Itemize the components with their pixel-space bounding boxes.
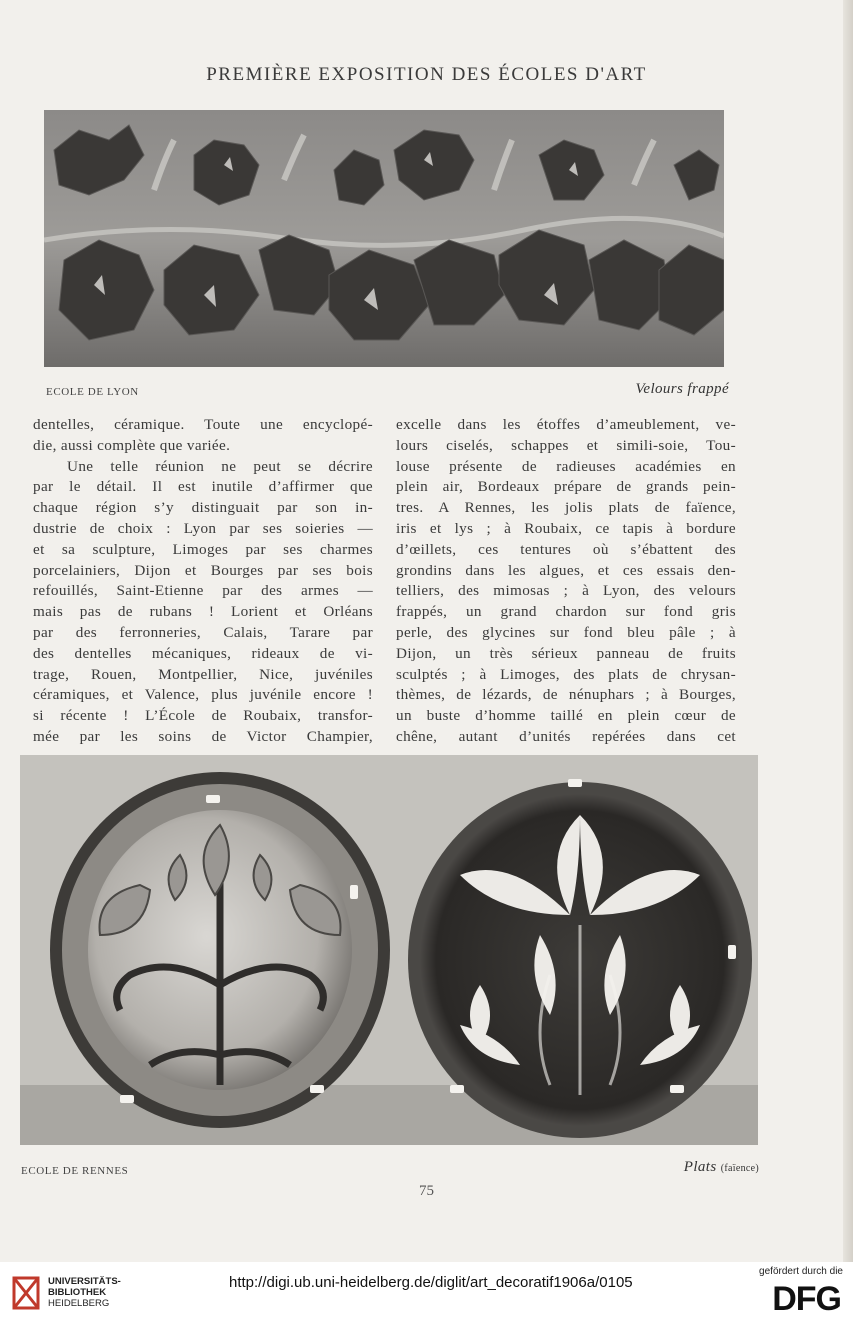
page-number: 75: [419, 1183, 434, 1199]
text-line: grondins dans les algues, et ces essais den-: [396, 561, 736, 579]
text-line: lours ciselés, schappes et simili-soie, Tou-: [396, 436, 736, 454]
text-line: die, aussi complète que variée.: [33, 436, 231, 454]
text-line: trage, Rouen, Montpellier, Nice, juvéniles: [33, 665, 373, 683]
text-line: Une telle réunion ne peut se décrire: [67, 457, 373, 475]
text-line: chaque région s’y distinguait par son in-: [33, 499, 373, 517]
text-line: porcelainiers, Dijon et Bourges par ses bois: [33, 561, 373, 579]
university-library-logo-icon: [10, 1270, 42, 1314]
top-plate-caption-right: Velours frappé: [635, 381, 729, 397]
footer-bar: [0, 1262, 853, 1322]
caption-plats: Plats: [683, 1159, 717, 1175]
running-title: PREMIÈRE EXPOSITION DES ÉCOLES D'ART: [206, 64, 647, 85]
text-line: par le détail. Il est inutile d’affirmer que: [33, 478, 373, 496]
text-line: dustrie de choix : Lyon par ses soieries —: [33, 519, 373, 537]
library-name: [48, 1276, 121, 1309]
text-line: Dijon, un très sérieux panneau de fruits: [396, 644, 736, 662]
text-line: d’œillets, ces tentures où s’ébattent des: [396, 540, 736, 558]
text-line: iris et lys ; à Roubaix, ce tapis à bordure: [396, 519, 736, 537]
permalink-url[interactable]: http://digi.ub.uni-heidelberg.de/diglit/art_decoratif1906a/0105: [229, 1274, 633, 1291]
text-line: si récente ! L’École de Roubaix, transfor-: [33, 707, 373, 725]
sponsor-label: gefördert durch die: [759, 1266, 843, 1277]
text-line: céramiques, et Valence, plus juvénile encore !: [33, 686, 373, 704]
text-line: et sa sculpture, Limoges par ses charmes: [33, 540, 373, 558]
caption-faience: (faïence): [720, 1163, 759, 1174]
text-line: refouillés, Saint-Etienne par des armes —: [33, 582, 373, 600]
text-line: sculptés ; à Limoges, des plats de chrysan-: [396, 665, 736, 683]
faience-plates-photo: [20, 755, 758, 1145]
right-text-column: [396, 415, 736, 748]
text-line: chêne, autant d’unités repérées dans cet: [396, 727, 736, 745]
text-line: mée par les soins de Victor Champier,: [33, 727, 373, 745]
top-plate-caption-left: ECOLE DE LYON: [46, 386, 139, 398]
text-line: par des ferronneries, Calais, Tarare par: [33, 623, 373, 641]
dfg-logo-icon: DFG: [772, 1280, 841, 1318]
text-line: thèmes, de lézards, de nénuphars ; à Bourges,: [396, 686, 736, 704]
text-line: tres. A Rennes, les jolis plats de faïence,: [396, 499, 736, 517]
text-line: dentelles, céramique. Toute une encyclopé-: [33, 416, 373, 433]
text-line: mais pas de rubans ! Lorient et Orléans: [33, 603, 373, 621]
text-line: telliers, des mimosas ; à Lyon, des velours: [396, 582, 736, 600]
bottom-plate-caption-right: [684, 1159, 759, 1176]
text-line: un buste d’homme taillé en plein cœur de: [396, 707, 736, 725]
left-text-column: [33, 415, 373, 748]
text-line: frappés, un grand chardon sur fond gris: [396, 603, 736, 621]
text-line: perle, des glycines sur fond bleu pâle ; à: [396, 623, 736, 641]
text-line: des dentelles mécaniques, rideaux de vi-: [33, 644, 373, 662]
library-line-3: HEIDELBERG: [48, 1298, 110, 1309]
velvet-photo: [44, 110, 724, 367]
bottom-plate-caption-left: ECOLE DE RENNES: [21, 1165, 129, 1177]
library-line-2: BIBLIOTHEK: [48, 1287, 107, 1298]
text-line: louse présente de radieuses académies en: [396, 457, 736, 475]
page-edge: [843, 0, 853, 1262]
text-line: plein air, Bordeaux prépare de grands pein-: [396, 478, 736, 496]
text-line: excelle dans les étoffes d’ameublement, ve-: [396, 416, 736, 433]
library-line-1: UNIVERSITÄTS-: [48, 1276, 121, 1287]
